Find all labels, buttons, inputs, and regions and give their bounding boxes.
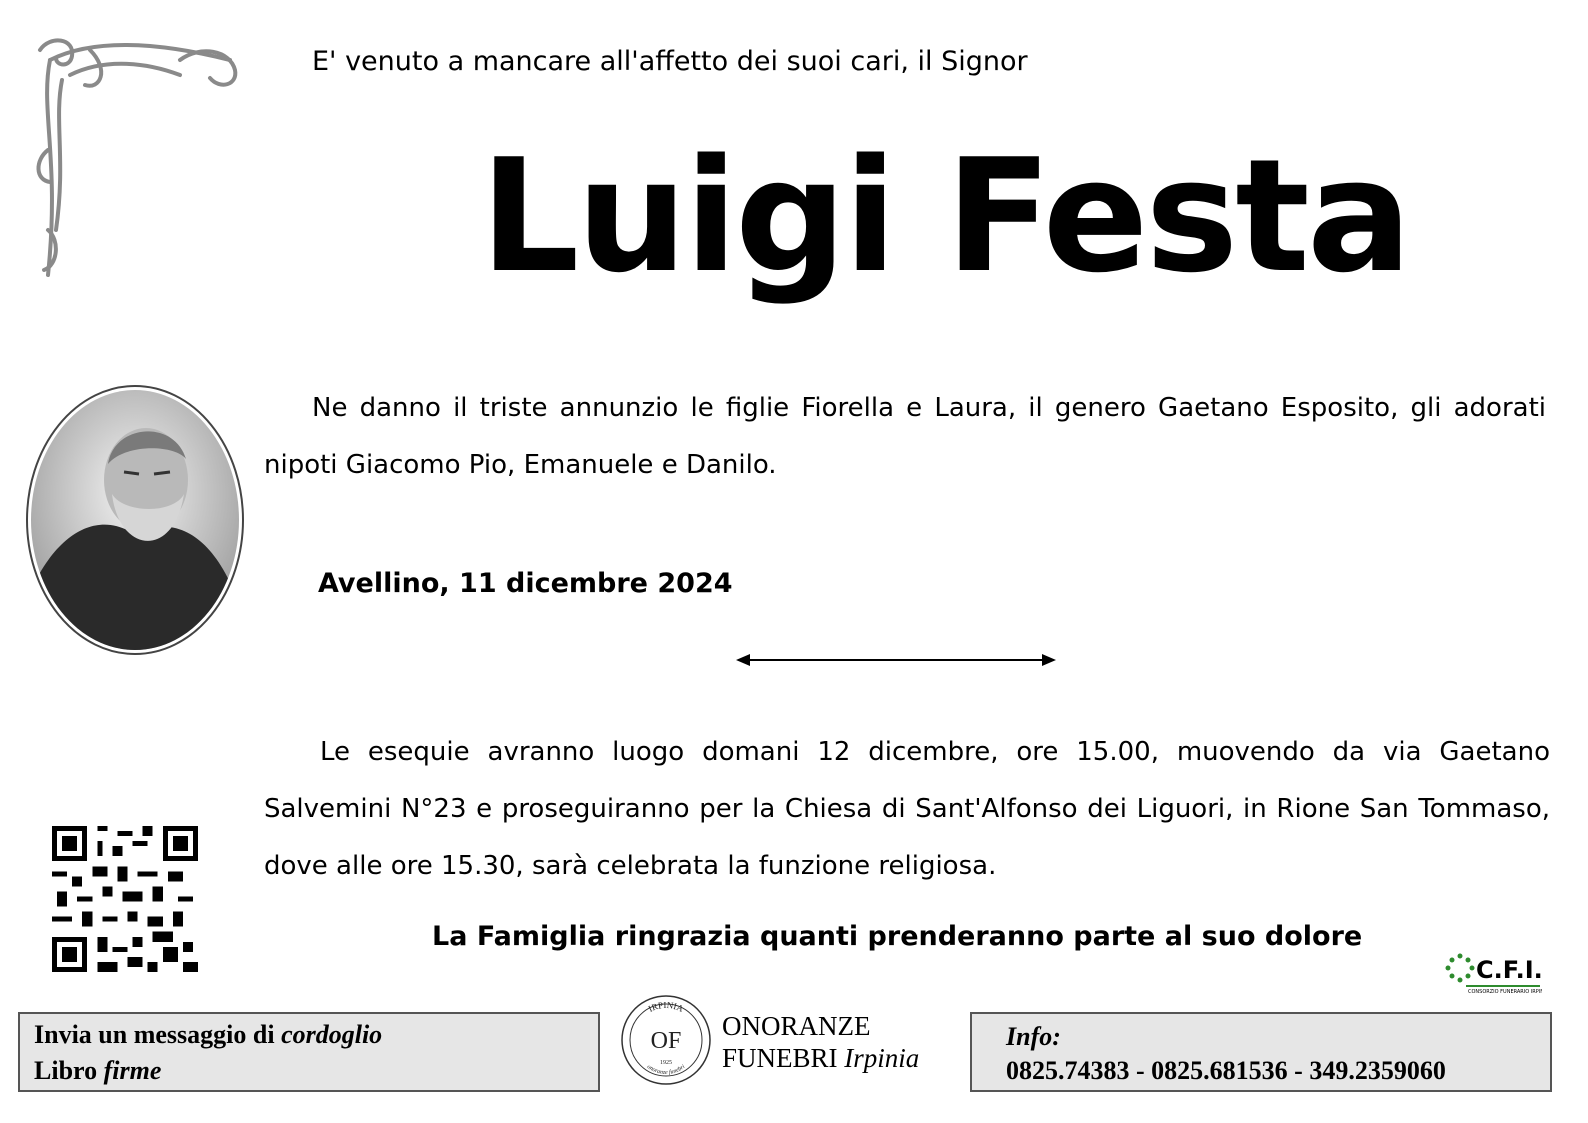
intro-line: E' venuto a mancare all'affetto dei suoi cari, il Signor xyxy=(312,46,1028,77)
seal-bottom-text: onoranze funebri xyxy=(645,1063,687,1077)
info-phones[interactable]: 0825.74383 - 0825.681536 - 349.2359060 xyxy=(1006,1056,1446,1085)
info-box xyxy=(970,1012,1552,1092)
seal-monogram: OF xyxy=(650,1028,682,1054)
deceased-name: Luigi Festa xyxy=(480,125,1410,307)
funeral-home-name: ONORANZE FUNEBRI Irpinia xyxy=(722,1011,920,1073)
place-date: Avellino, 11 dicembre 2024 xyxy=(318,568,733,599)
seal-year: 1925 xyxy=(660,1060,672,1066)
info-label: Info: xyxy=(1006,1022,1061,1051)
cfi-logo-text: C.F.I. xyxy=(1476,956,1542,984)
portrait-photo xyxy=(24,384,246,656)
announcement-text: Ne danno il triste annunzio le figlie Fiorella e Laura, il genero Gaetano Esposito, gli adorati nipoti Giacomo Pio, Emanuele e Danilo. xyxy=(264,393,1546,480)
condolence-box[interactable] xyxy=(18,1012,600,1092)
cfi-logo-subtext: CONSORZIO FUNERARIO IRPINO xyxy=(1468,989,1542,995)
corner-ornament-icon xyxy=(30,30,245,290)
guestbook-link[interactable]: Libro firme xyxy=(34,1056,162,1085)
send-condolence-link[interactable]: Invia un messaggio di cordoglio xyxy=(34,1020,383,1049)
cfi-logo-icon xyxy=(1442,950,1542,996)
thanks-line: La Famiglia ringrazia quanti prenderanno parte al suo dolore xyxy=(432,921,1363,952)
svg-text:IRPINIA xyxy=(647,1000,686,1014)
double-arrow-divider-icon xyxy=(736,652,1056,668)
seal-arc-text: IRPINIA xyxy=(646,999,686,1014)
funeral-details: Le esequie avranno luogo domani 12 dicembre, ore 15.00, muovendo da via Gaetano Salvemini N°23 e proseguiranno per la Chiesa di Sant'Alfonso dei Liguori, in Rione San Tommaso, dove alle ore 15.30, sarà celebrata la funzione religiosa. xyxy=(264,737,1550,881)
funeral-home-seal-icon xyxy=(618,992,714,1088)
qr-code-icon[interactable] xyxy=(52,826,198,972)
